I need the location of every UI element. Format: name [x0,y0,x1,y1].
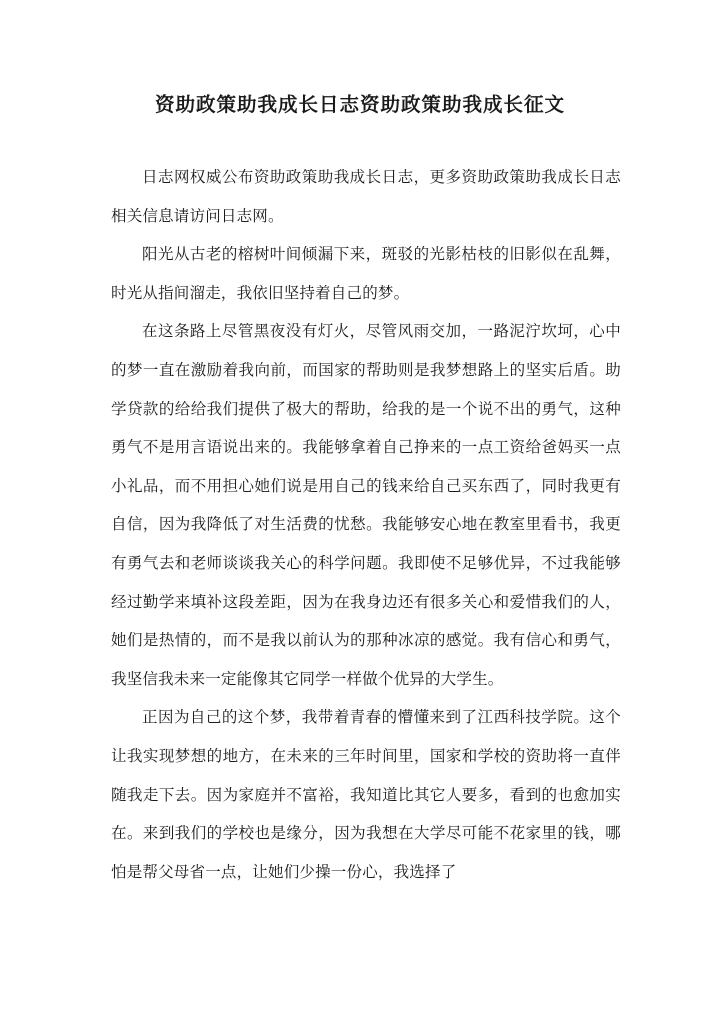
paragraph: 阳光从古老的榕树叶间倾漏下来，斑驳的光影枯枝的旧影似在乱舞，时光从指间溜走，我依旧坚持着自己的梦。 [111,245,621,302]
document-body [111,158,621,891]
paragraph: 正因为自己的这个梦，我带着青春的懵懂来到了江西科技学院。这个让我实现梦想的地方，在未来的三年时间里，国家和学校的资助将一直伴随我走下去。因为家庭并不富裕，我知道比其它人要多，看到的也愈加实在。来到我们的学校也是缘分，因为我想在大学尽可能不花家里的钱，哪怕是帮父母省一点，让她们少操一份心，我选择了 [111,708,621,881]
paragraph: 日志网权威公布资助政策助我成长日志，更多资助政策助我成长日志相关信息请访问日志网。 [111,168,621,225]
document-title: 资助政策助我成长日志资助政策助我成长征文 [154,93,565,116]
paragraph: 在这条路上尽管黑夜没有灯火，尽管风雨交加，一路泥泞坎坷，心中的梦一直在激励着我向前，而国家的帮助则是我梦想路上的坚实后盾。助学贷款的给给我们提供了极大的帮助，给我的是一个说不出的勇气，这种勇气不是用言语说出来的。我能够拿着自己挣来的一点工资给爸妈买一点小礼品，而不用担心她们说是用自己的钱来给自己买东西了，同时我更有自信，因为我降低了对生活费的忧愁。我能够安心地在教室里看书，我更有勇气去和老师谈谈我关心的科学问题。我即使不足够优异，不过我能够经过勤学来填补这段差距，因为在我身边还有很多关心和爱惜我们的人，她们是热情的，而不是我以前认为的那种冰凉的感觉。我有信心和勇气，我坚信我未来一定能像其它同学一样做个优异的大学生。 [111,322,621,688]
